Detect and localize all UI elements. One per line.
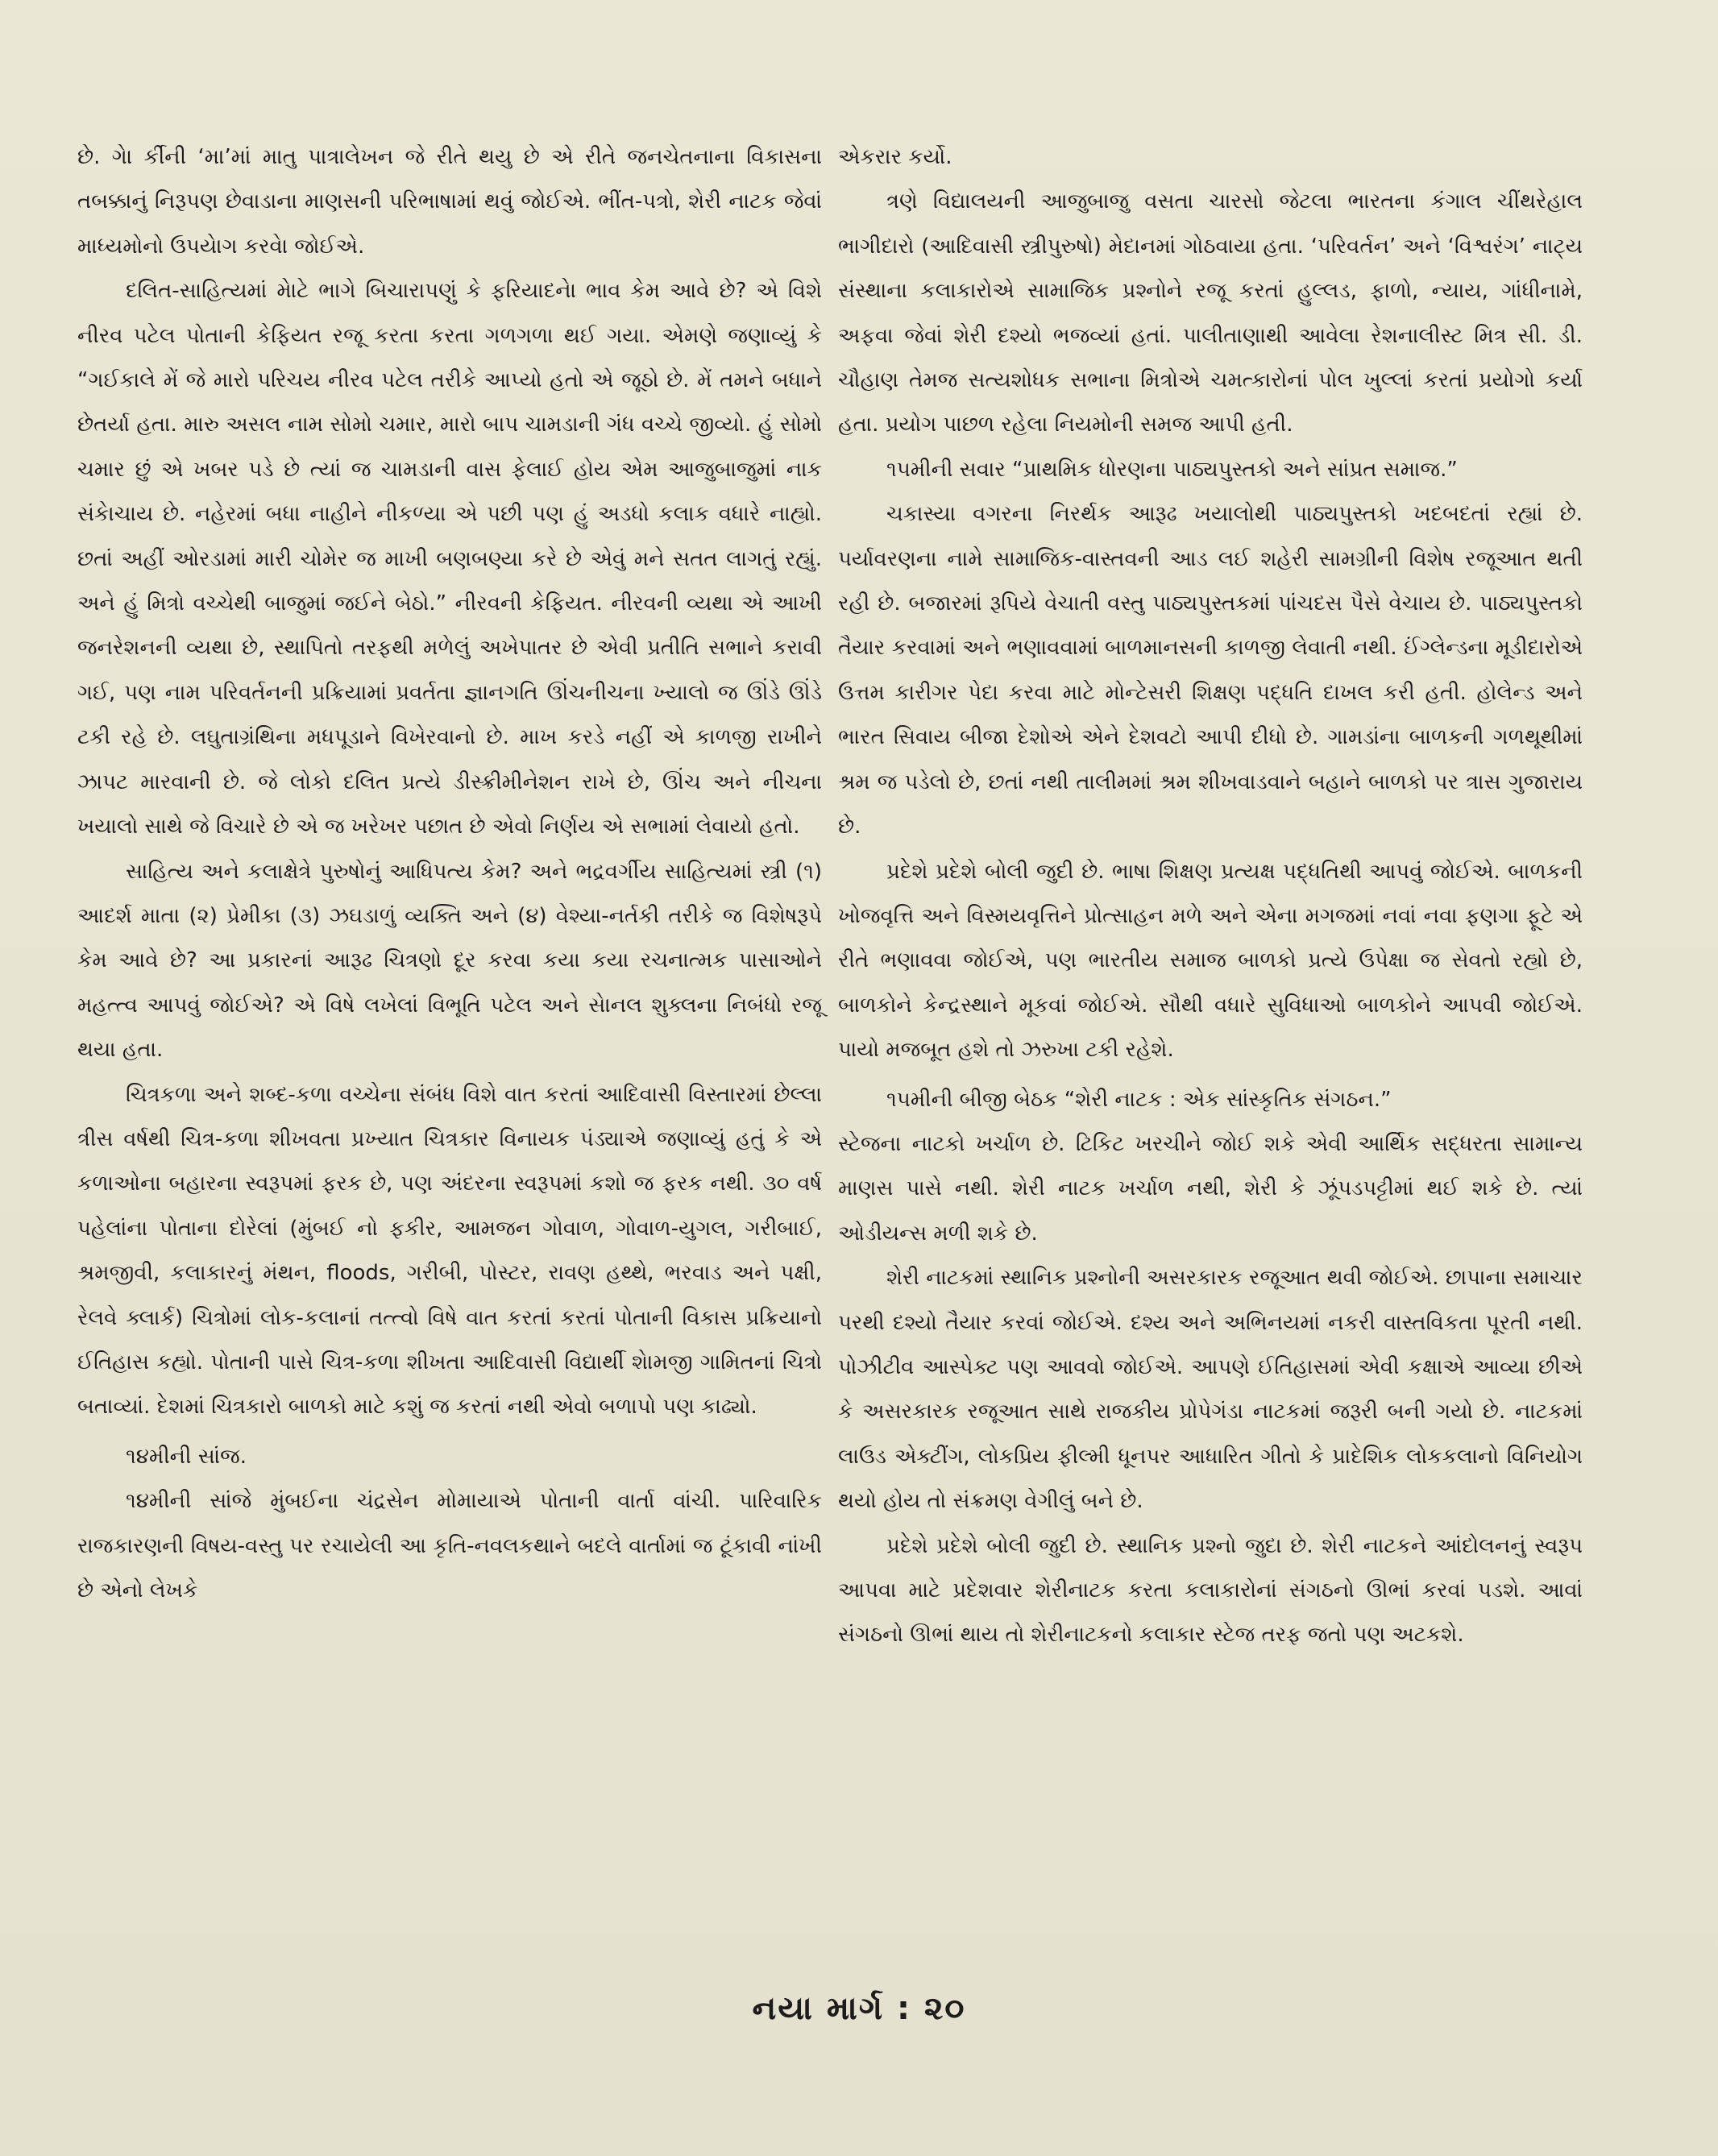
- section-heading: ૧૪મીની સાંજ.: [126, 1444, 247, 1469]
- paragraph: શેરી નાટકમાં સ્થાનિક પ્રશ્નોની અસરકારક રજૂઆત થવી જોઈએ. છાપાના સમાચાર પરથી દશ્યો તૈયાર કરવાં જોઈએ. દશ્ય અને અભિનયમાં નકરી વાસ્તવિકતા પૂરતી નથી. પોઝીટીવ આસ્પેક્ટ પણ આવવો જોઈએ. આપણે ઈતિહાસમાં એવી કક્ષાએ આવ્યા છીએ કે અસરકારક રજૂઆત સાથે રાજકીય પ્રોપેગંડા નાટકમાં જરૂરી બની ગયો છે. નાટકમાં લાઉડ એક્ટીંગ, લોકપ્રિય ફીલ્મી ધૂનપર આધારિત ગીતો કે પ્રાદેશિક લોકકલાનો વિનિયોગ થયો હોય તો સંક્રમણ વેગીલું બને છે.: [838, 1266, 1583, 1514]
- section-heading: ૧૫મીની બીજી બેઠક “શેરી નાટક : એક સાંસ્કૃતિક સંગઠન.”: [886, 1087, 1392, 1112]
- paragraph: સાહિત્ય અને કલાક્ષેત્રે પુરુષોનું આધિપત્ય કેમ? અને ભદ્રવર્ગીય સાહિત્યમાં સ્ત્રી (૧) આદર્શ માતા (૨) પ્રેમીકા (૩) ઝઘડાળું વ્યક્તિ અને (૪) વેશ્યા-નર્તકી તરીકે જ વિશેષરૂપે કેમ આવે છે? આ પ્રકારનાં આરૂઢ ચિત્રણો દૂર કરવા કયા કયા રચનાત્મક પાસાઓને મહત્ત્વ આપવું જોઈએ? એ વિષે લખેલાં વિભૂતિ પટેલ અને સેાનલ શુક્લના નિબંધો રજૂ થયા હતા.: [77, 859, 822, 1063]
- paragraph: ત્રણે વિદ્યાલયની આજુબાજુ વસતા ચારસો જેટલા ભારતના કંગાલ ચીંથરેહાલ ભાગીદારો (આદિવાસી સ્ત્રીપુરુષો) મેદાનમાં ગોઠવાયા હતા. ‘પરિવર્તન’ અને ‘વિશ્વરંગ’ નાટ્ય સંસ્થાના કલાકારોએ સામાજિક પ્રશ્નોને રજૂ કરતાં હુલ્લડ, ફાળો, ન્યાય, ગાંધીનામે, અફવા જેવાં શેરી દશ્યો ભજવ્યાં હતાં. પાલીતાણાથી આવેલા રેશનાલીસ્ટ મિત્ર સી. ડી. ચૌહાણ તેમજ સત્યશોધક સભાના મિત્રોએ ચમત્કારોનાં પોલ ખુલ્લાં કરતાં પ્રયોગો કર્યા હતા. પ્રયોગ પાછળ રહેલા નિયમોની સમજ આપી હતી.: [838, 189, 1583, 437]
- paragraph: દલિત-સાહિત્યમાં મેાટે ભાગે બિચારાપણું કે ફરિયાદનેા ભાવ કેમ આવે છે? એ વિશે નીરવ પટેલ પોતાની કેફિયત રજૂ કરતા કરતા ગળગળા થઈ ગયા. એમણે જણાવ્યું કે “ગઈકાલે મેં જે મારો પરિચય નીરવ પટેલ તરીકે આપ્યો હતો એ જૂઠો છે. મેં તમને બધાને છેતર્યા હતા. મારુ અસલ નામ સોમો ચમાર, મારો બાપ ચામડાની ગંધ વચ્ચે જીવ્યો. હું સોમો ચમાર છું એ ખબર પડે છે ત્યાં જ ચામડાની વાસ ફેલાઈ હોય એમ આજુબાજુમાં નાક સંકેાચાય છે. નહેરમાં બધા નાહીને નીકળ્યા એ પછી પણ હું અડધો કલાક વધારે નાહ્યો. છતાં અહીં ઓરડામાં મારી ચોમેર જ માખી બણબણ્યા કરે છે એવું મને સતત લાગતું રહ્યું. અને હું મિત્રો વચ્ચેથી બાજુમાં જઈને બેઠો.” નીરવની કેફિયત. નીરવની વ્યથા એ આખી જનરેશનની વ્યથા છે, સ્થાપિતો તરફથી મળેલું અખેપાતર છે એવી પ્રતીતિ સભાને કરાવી ગઈ, પણ નામ પરિવર્તનની પ્રક્રિયામાં પ્રવર્તતા જ્ઞાનગતિ ઊંચનીચના ખ્યાલો જ ઊંડે ઊંડે ટકી રહે છે. લઘુતાગ્રંથિના મધપૂડાને વિખેરવાનો છે. માખ કરડે નહીં એ કાળજી રાખીને ઝાપટ મારવાની છે. જે લોકો દલિત પ્રત્યે ડીસ્ક્રીમીનેશન રાખે છે, ઊંચ અને નીચના ખયાલો સાથે જે વિચારે છે એ જ ખરેખર પછાત છે એવો નિર્ણય એ સભામાં લેવાયો હતો.: [77, 279, 822, 840]
- paragraph: પ્રદેશે પ્રદેશે બોલી જુદી છે. સ્થાનિક પ્રશ્નો જુદા છે. શેરી નાટકને આંદોલનનું સ્વરૂપ આપવા માટે પ્રદેશવાર શેરીનાટક કરતા કલાકારોનાં સંગઠનો ઊભાં કરવાં પડશે. આવાં સંગઠનો ઊભાં થાય તો શેરીનાટકનો કલાકાર સ્ટેજ તરફ જતો પણ અટકશે.: [838, 1533, 1583, 1648]
- paragraph: ૧૪મીની સાંજે મુંબઈના ચંદ્રસેન મોમાયાએ પોતાની વાર્તા વાંચી. પારિવારિક રાજકારણની વિષય-વસ્તુ પર રચાયેલી આ કૃતિ-નવલકથાને બદલે વાર્તામાં જ ટૂંકાવી નાંખી છે એનો લેખકે: [77, 1489, 822, 1602]
- paragraph: સ્ટેજના નાટકો ખર્ચાળ છે. ટિકિટ ખરચીને જોઈ શકે એવી આર્થિક સદ્ધરતા સામાન્ય માણસ પાસે નથી. શેરી નાટક ખર્ચાળ નથી, શેરી કે ઝૂંપડપટ્ટીમાં થઈ શકે છે. ત્યાં ઓડીયન્સ મળી શકે છે.: [838, 1131, 1583, 1246]
- section-heading: ૧૫મીની સવાર “પ્રાથમિક ધોરણના પાઠ્યપુસ્તકો અને સાંપ્રત સમાજ.”: [886, 457, 1458, 482]
- left-column: [77, 135, 822, 1613]
- paragraph: ચિત્રકળા અને શબ્દ-કળા વચ્ચેના સંબંધ વિશે વાત કરતાં આદિવાસી વિસ્તારમાં છેલ્લા ત્રીસ વર્ષથી ચિત્ર-કળા શીખવતા પ્રખ્યાત ચિત્રકાર વિનાયક પંડ્યાએ જણાવ્યું હતું કે એ કળાઓના બહારના સ્વરૂપમાં ફરક છે, પણ અંદરના સ્વરૂપમાં કશો જ ફરક નથી. ૩૦ વર્ષ પહેલાંના પોતાના દોરેલાં (મુંબઈ નો ફકીર, આમજન ગોવાળ, ગોવાળ-યુગલ, ગરીબાઈ, શ્રમજીવી, કલાકારનું મંથન, floods, ગરીબી, પોસ્ટર, રાવણ હથ્થે, ભરવાડ અને પક્ષી, રેલવે ક્લાર્ક) ચિત્રોમાં લોક-કલાનાં તત્ત્વો વિષે વાત કરતાં કરતાં પોતાની વિકાસ પ્રક્રિયાનો ઈતિહાસ કહ્યો. પોતાની પાસે ચિત્ર-કળા શીખતા આદિવાસી વિદ્યાર્થી શેામજી ગામિતનાં ચિત્રો બતાવ્યાં. દેશમાં ચિત્રકારો બાળકો માટે કશું જ કરતાં નથી એવો બળાપો પણ કાઢ્યો.: [77, 1082, 822, 1420]
- paragraph: પ્રદેશે પ્રદેશે બોલી જુદી છે. ભાષા શિક્ષણ પ્રત્યક્ષ પદ્ધતિથી આપવું જોઈએ. બાળકની ખોજવૃત્તિ અને વિસ્મયવૃત્તિને પ્રોત્સાહન મળે અને એના મગજમાં નવાં નવા ફણગા ફૂટે એ રીતે ભણાવવા જોઈએ, પણ ભારતીય સમાજ બાળકો પ્રત્યે ઉપેક્ષા જ સેવતો રહ્યો છે, બાળકોને કેન્દ્રસ્થાને મૂકવાં જોઈએ. સૌથી વધારે સુવિધાઓ બાળકોને આપવી જોઈએ. પાયો મજબૂત હશે તો ઝરુખા ટકી રહેશે.: [838, 859, 1583, 1063]
- paragraph: ચકાસ્યા વગરના નિરર્થક આરૂઢ ખયાલોથી પાઠ્યપુસ્તકો ખદબદતાં રહ્યાં છે. પર્યાવરણના નામે સામાજિક-વાસ્તવની આડ લઈ શહેરી સામગ્રીની વિશેષ રજૂઆત થતી રહી છે. બજારમાં રૂપિયે વેચાતી વસ્તુ પાઠ્યપુસ્તકમાં પાંચદસ પૈસે વેચાય છે. પાઠ્યપુસ્તકો તૈયાર કરવામાં અને ભણાવવામાં બાળમાનસની કાળજી લેવાતી નથી. ઈંગ્લેન્ડના મૂડીદારોએ ઉત્તમ કારીગર પેદા કરવા માટે મોન્ટેસરી શિક્ષણ પદ્ધતિ દાખલ કરી હતી. હોલેન્ડ અને ભારત સિવાય બીજા દેશોએ એને દેશવટો આપી દીધો છે. ગામડાંના બાળકની ગળથૂથીમાં શ્રમ જ પડેલો છે, છતાં નથી તાલીમમાં શ્રમ શીખવાડવાને બહાને બાળકો પર ત્રાસ ગુજારાય છે.: [838, 502, 1583, 840]
- right-column: [838, 135, 1583, 1658]
- paragraph: છે. ગેા ર્કીની ‘મા’માં માતુ પાત્રાલેખન જે રીતે થયુ છે એ રીતે જનચેતનાના વિકાસના તબક્કાનું નિરૂપણ છેવાડાના માણસની પરિભાષામાં થવું જોઈએ. ભીંત-પત્રો, શેરી નાટક જેવાં માધ્યમોનો ઉપયેાગ કરવેા જોઈએ.: [77, 145, 822, 259]
- page-footer: નયા માર્ગ : ૨૦: [752, 1990, 966, 2027]
- paragraph: એકરાર કર્યો.: [838, 145, 952, 169]
